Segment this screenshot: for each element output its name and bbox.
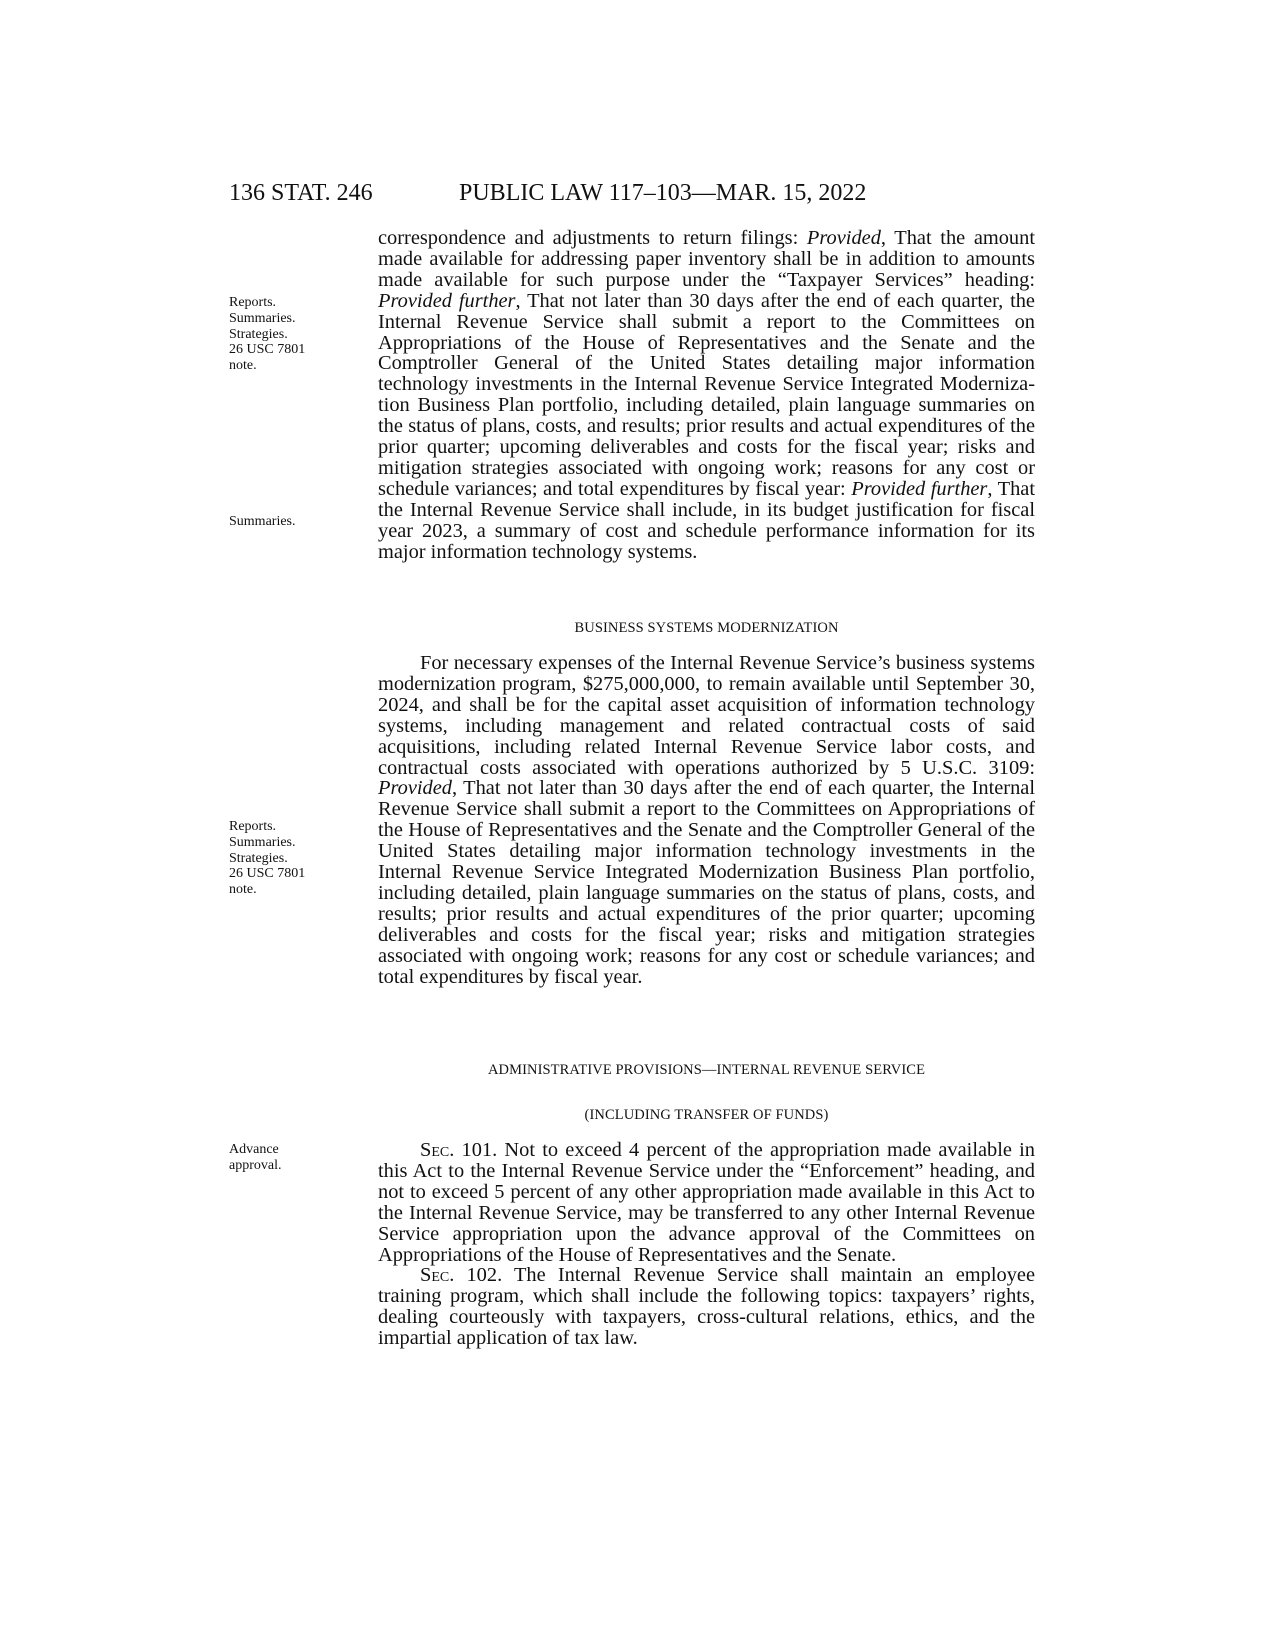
text-run: , That not later than 30 days after the end of each quarter, the Internal Revenue Service shall submit a report to the Committees on Appropriations of the House of Representatives and the Senate and the Comptroller General of the United States detailing major information technology investments in the Internal Revenue Service Integrated Modernization Business Plan portfolio, including detailed, plain language summaries on the status of plans, costs, and results; prior results and actual expenditures of the prior quarter; upcoming deliverables and costs for the fiscal year; risks and mitigation strategies associated with ongoing work; reasons for any cost or schedule variances; and total expenditures by fiscal year: <box>378 289 1035 500</box>
heading-business-systems-modernization: BUSINESS SYSTEMS MODERNIZATION <box>574 620 839 636</box>
margin-note-advance-approval <box>229 1142 347 1174</box>
margin-note-line: Strategies. <box>229 326 288 342</box>
margin-note-line: 26 USC 7801 <box>229 866 306 882</box>
text-run: For necessary expenses of the Internal Revenue Service’s business systems modernization program, $275,000,000, to remain available until September 30, 2024, and shall be for the capital asset acquisition of information technology systems, including management and related contractual costs of said acquisitions, including related Internal Revenue Service labor costs, and contractual costs associated with operations authorized by 5 U.S.C. 3109: <box>378 652 1035 779</box>
paragraph <box>378 228 1035 563</box>
margin-note-line: Summaries. <box>229 514 296 529</box>
italic-proviso: Provided <box>378 777 452 800</box>
section-101 <box>378 1140 1035 1265</box>
section-label: Sec. 102. <box>420 1264 503 1287</box>
text-run: , That the amount made available for addressing paper inventory shall be in addition to amounts made available for such purpose under the “Taxpayer Services” heading: <box>378 227 1035 291</box>
stat-reference: 136 STAT. 246 <box>229 180 373 206</box>
margin-note-line: Summaries. <box>229 834 296 850</box>
administrative-provisions-sections <box>378 1140 1035 1349</box>
text-run: , That the Internal Revenue Service shall include, in its budget justification for fiscal year 2023, a summary of cost and schedule performance information for its major information technology systems. <box>378 477 1035 563</box>
margin-note-summaries <box>229 514 347 530</box>
section-102 <box>378 1265 1035 1349</box>
text-run: Not to exceed 4 percent of the appropriation made available in this Act to the Internal Revenue Service under the “Enforcement” heading, and not to exceed 5 percent of any other appropriation made available in this Act to the Internal Revenue Service, may be transferred to any other Internal Revenue Service appropriation upon the advance approval of the Committees on Appropriations of the House of Representatives and the Senate. <box>378 1139 1036 1266</box>
italic-proviso: Provided <box>806 227 881 249</box>
margin-note-line: Reports. <box>229 819 277 834</box>
margin-note-line: approval. <box>229 1157 282 1173</box>
margin-note-line: Advance <box>229 1142 279 1157</box>
heading-transfer-of-funds: (INCLUDING TRANSFER OF FUNDS) <box>584 1107 829 1123</box>
italic-proviso: Provided further <box>851 477 988 500</box>
business-systems-modernization-paragraph <box>378 653 1035 988</box>
italic-proviso: Provided further <box>378 289 516 312</box>
margin-note-line: note. <box>229 882 257 898</box>
margin-note-line: 26 USC 7801 <box>229 342 306 358</box>
margin-note-line: Summaries. <box>229 310 296 326</box>
text-run: , That not later than 30 days after the end of each quarter, the Internal Revenue Service shall submit a report to the Committees on Appropriations of the House of Representatives and the Senate and the Comptroller General of the United States detailing major information technology investments in the Internal Revenue Service Integrated Modernization Business Plan portfolio, including detailed, plain language summaries on the status of plans, costs, and results; prior results and actual expenditures of the prior quarter; upcoming deliverables and costs for the fiscal year; risks and mitigation strategies associated with ongoing work; reasons for any cost or schedule variances; and total expenditures by fiscal year. <box>378 777 1035 988</box>
margin-note-line: Reports. <box>229 295 277 310</box>
paragraph <box>378 653 1035 988</box>
margin-note-line: note. <box>229 358 257 374</box>
section-continued-paragraph <box>378 228 1035 563</box>
section-label: Sec. 101. <box>420 1139 498 1161</box>
margin-note-reports-2 <box>229 819 347 898</box>
margin-note-reports-1 <box>229 295 347 374</box>
text-run: correspondence and adjustments to return filings: <box>378 227 807 249</box>
margin-note-line: Strategies. <box>229 850 288 866</box>
law-title: PUBLIC LAW 117–103—MAR. 15, 2022 <box>459 180 867 206</box>
text-run: The Internal Revenue Service shall maintain an employee training program, which shall include the following topics: taxpayers’ rights, dealing courteously with taxpayers, cross-cultural relations, ethics, and the impartial application of tax law. <box>378 1264 1035 1350</box>
heading-administrative-provisions: ADMINISTRATIVE PROVISIONS—INTERNAL REVENUE SERVICE <box>487 1062 926 1078</box>
page-header <box>0 178 1275 212</box>
